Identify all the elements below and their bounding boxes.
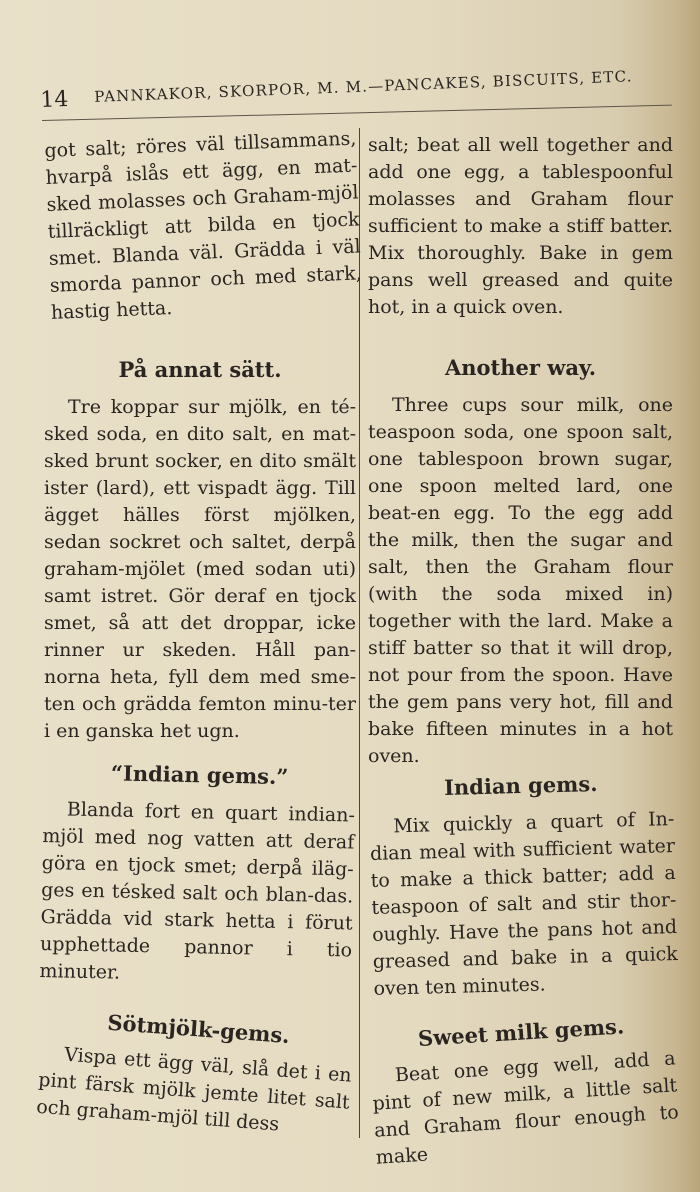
swedish-section-3 [35,1004,355,1144]
swedish-intro-block [44,125,363,326]
swedish-section-1 [44,356,356,745]
english-section-1 [368,354,673,770]
swedish-intro: got salt; röres väl tillsammans, hvarpå islås ett ägg, en mat-sked molasses och Graham-mjöl tillräckligt att bilda en tjock smet. Blanda väl. Grädda i väl smorda pannor och med stark, hastig hetta. [44,127,363,324]
english-section-3 [368,1009,681,1171]
swedish-body-2: Blanda fort en quart indian-mjöl med nog vatten att deraf göra en tjock smet; derpå iläg-ges en tésked salt och blan-das. Grädda vid stark hetta i förut upphettade pannor i tio minuter. [39,798,356,984]
swedish-heading-3: Sötmjölk-gems. [106,1009,291,1049]
english-intro-block [368,132,673,321]
english-body-1: Three cups sour milk, one teaspoon soda, one spoon salt, one tablespoon brown sugar, one spoon melted lard, one beat-en egg. To the egg add the milk, then the sugar and salt, then the Graham flour (with the soda mixed in) together with the lard. Make a stiff batter so that it will drop, not pour from the spoon. Have the gem pans very hot, fill and bake fifteen minutes in a hot oven. [368,394,673,767]
swedish-body-1: Tre koppar sur mjölk, en té-sked soda, en dito salt, en mat-sked brunt socker, en dito smält ister (lard), ett vispadt ägg. Till ägget hälles först mjölken, sedan sockret och saltet, derpå graham-mjölet (med sodan uti) samt istret. Gör deraf en tjock smet, så att det droppar, icke rinner ur skeden. Håll pan-norna heta, fyll dem med sme-ten och grädda femton minu-ter i en ganska het ugn. [44,396,356,742]
english-body-2: Mix quickly a quart of In-dian meal with sufficient water to make a thick batter; add a teaspoon of salt and stir thor-oughly. Have the pans hot and greased and bake in a quick oven ten minutes. [369,808,679,1000]
english-heading-3: Sweet milk gems. [417,1013,625,1051]
english-intro: salt; beat all well together and add one egg, a tablespoonful molasses and Graham flour sufficient to make a stiff batter. Mix thoroughly. Bake in gem pans well greased and quite hot, in a quick oven. [368,134,673,318]
english-section-2 [368,768,679,1003]
english-column [368,0,680,1192]
swedish-heading-2: “Indian gems.” [110,760,289,790]
swedish-heading-1: På annat sätt. [118,357,282,382]
english-heading-2: Indian gems. [443,771,598,801]
english-body-3: Beat one egg well, add a pint of new milk, a little salt and Graham flour enough to make [371,1047,680,1169]
running-head: PANNKAKOR, SKORPOR, M. M.—PANCAKES, BISCUITS, ETC. [93,67,633,106]
english-heading-1: Another way. [444,355,597,380]
swedish-section-2 [39,758,356,991]
page-number: 14 [39,86,69,113]
swedish-body-3: Vispa ett ägg väl, slå det i en pint färsk mjölk jemte litet salt och graham-mjöl till dess [35,1043,353,1136]
